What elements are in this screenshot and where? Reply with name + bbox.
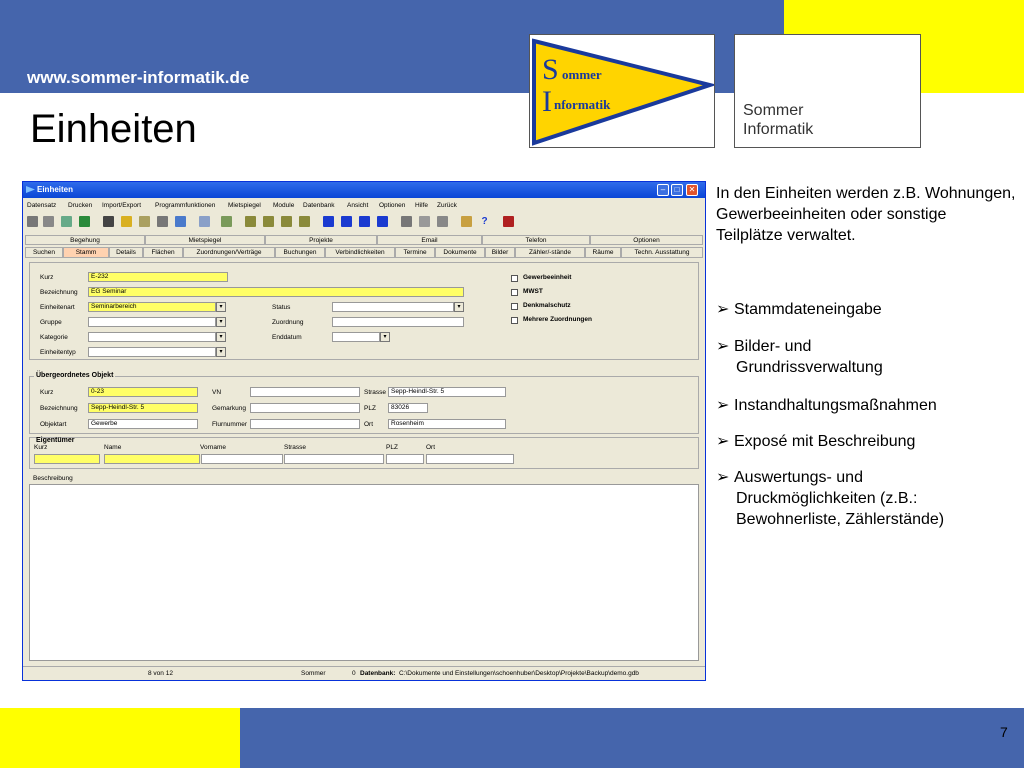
bullet-1: ➢ Stammdateneingabe bbox=[716, 301, 882, 318]
flurnummer-label: Flurnummer bbox=[212, 421, 248, 428]
copy-icon[interactable] bbox=[437, 216, 448, 227]
mehrere-zuordnungen-label: Mehrere Zuordnungen bbox=[523, 316, 592, 323]
help-icon[interactable]: ? bbox=[481, 216, 488, 227]
eigentuemer-section-title: Eigentümer bbox=[36, 437, 75, 444]
ort-field[interactable]: Rosenheim bbox=[388, 419, 506, 429]
next-record-icon[interactable] bbox=[281, 216, 292, 227]
folder-icon[interactable] bbox=[121, 216, 132, 227]
text-logo bbox=[734, 34, 921, 148]
gruppe-select[interactable] bbox=[88, 317, 216, 327]
last-record-icon[interactable] bbox=[299, 216, 310, 227]
logo-initial-i: I bbox=[542, 85, 552, 118]
tab-email[interactable]: Email bbox=[377, 235, 482, 245]
tab-buchungen[interactable]: Buchungen bbox=[275, 247, 325, 258]
einheitentyp-dropdown-icon[interactable]: ▾ bbox=[216, 347, 226, 357]
prev-record-icon[interactable] bbox=[263, 216, 274, 227]
gemarkung-field[interactable] bbox=[250, 403, 360, 413]
tab-optionen[interactable]: Optionen bbox=[590, 235, 703, 245]
eigentuemer-name-field[interactable] bbox=[104, 454, 200, 464]
mwst-checkbox[interactable] bbox=[511, 289, 518, 296]
logo-word-ommer: ommer bbox=[562, 67, 602, 82]
tab-raeume[interactable]: Räume bbox=[585, 247, 621, 258]
text-logo-line1: Sommer bbox=[743, 102, 804, 119]
kategorie-dropdown-icon[interactable]: ▾ bbox=[216, 332, 226, 342]
settings-icon[interactable] bbox=[175, 216, 186, 227]
mehrere-zuordnungen-checkbox[interactable] bbox=[511, 317, 518, 324]
filter-icon[interactable] bbox=[139, 216, 150, 227]
plz-field[interactable]: 83026 bbox=[388, 403, 428, 413]
eigentuemer-col-strasse: Strasse bbox=[284, 444, 307, 451]
tab-telefon[interactable]: Telefon bbox=[482, 235, 590, 245]
save-icon[interactable] bbox=[199, 216, 210, 227]
close-button[interactable]: ✕ bbox=[686, 184, 698, 196]
intro-text: In den Einheiten werden z.B. Wohnungen, Gewerbeeinheiten oder sonstige Teilplätze verwaltet. bbox=[716, 185, 1016, 244]
einheitenart-select[interactable]: Seminarbereich bbox=[88, 302, 216, 312]
objekt-bezeichnung-field[interactable]: Sepp-Heindl-Str. 5 bbox=[88, 403, 198, 413]
navigate-3-icon[interactable] bbox=[359, 216, 370, 227]
status-db-label: Datenbank: bbox=[360, 670, 396, 677]
plz-label: PLZ bbox=[364, 405, 376, 412]
objekt-kurz-field[interactable]: 0-23 bbox=[88, 387, 198, 397]
enddatum-field[interactable] bbox=[332, 332, 380, 342]
eigentuemer-col-kurz: Kurz bbox=[34, 444, 48, 451]
zuordnung-field[interactable] bbox=[332, 317, 464, 327]
bullet-5: ➢ Auswertungs- und Druckmöglichkeiten (z.B.: Bewohnerliste, Zählerstände) bbox=[716, 469, 945, 528]
navigate-4-icon[interactable] bbox=[377, 216, 388, 227]
menu-module[interactable]: Module bbox=[273, 202, 295, 209]
maximize-button[interactable]: □ bbox=[671, 184, 683, 196]
tab-zuordnungen[interactable]: Zuordnungen/Verträge bbox=[183, 247, 275, 258]
record-counter: 8 von 12 bbox=[148, 670, 173, 677]
tab-mietspiegel[interactable]: Mietspiegel bbox=[145, 235, 265, 245]
beschreibung-textarea[interactable] bbox=[29, 484, 699, 661]
enddatum-label: Enddatum bbox=[272, 334, 302, 341]
page-number: 7 bbox=[1000, 724, 1008, 740]
objekt-section-title: Übergeordnetes Objekt bbox=[36, 372, 114, 379]
print-icon[interactable] bbox=[27, 216, 38, 227]
ort-label: Ort bbox=[364, 421, 374, 428]
vn-label: VN bbox=[212, 389, 222, 396]
eigentuemer-panel bbox=[29, 437, 699, 469]
bezeichnung-label: Bezeichnung bbox=[40, 289, 78, 296]
status-db-path: C:\Dokumente und Einstellungen\schoenhuber\Desktop\Projekte\Backup\demo.gdb bbox=[399, 670, 639, 677]
zuordnung-label: Zuordnung bbox=[272, 319, 304, 326]
objektart-label: Objektart bbox=[40, 421, 67, 428]
footer-yellow-block bbox=[0, 708, 240, 768]
bottom-tab-row bbox=[25, 247, 703, 259]
kategorie-select[interactable] bbox=[88, 332, 216, 342]
website-url: www.sommer-informatik.de bbox=[27, 68, 250, 87]
eigentuemer-plz-field[interactable] bbox=[386, 454, 424, 464]
top-tab-row bbox=[25, 235, 703, 246]
window-title: Einheiten bbox=[37, 185, 74, 194]
navigate-2-icon[interactable] bbox=[341, 216, 352, 227]
beschreibung-label: Beschreibung bbox=[33, 475, 73, 482]
strasse-label: Strasse bbox=[364, 389, 387, 396]
stamm-panel bbox=[29, 262, 699, 360]
einheitenart-label: Einheitenart bbox=[40, 304, 75, 311]
gewerbeeinheit-checkbox[interactable] bbox=[511, 275, 518, 282]
tab-verbindlichkeiten[interactable]: Verbindlichkeiten bbox=[325, 247, 395, 258]
exit-icon[interactable] bbox=[503, 216, 514, 227]
kurz-field[interactable]: E-232 bbox=[88, 272, 228, 282]
einheiten-window bbox=[22, 181, 706, 681]
menu-optionen[interactable]: Optionen bbox=[379, 202, 406, 209]
tab-projekte[interactable]: Projekte bbox=[265, 235, 377, 245]
tab-details[interactable]: Details bbox=[109, 247, 143, 258]
eigentuemer-col-ort: Ort bbox=[426, 444, 436, 451]
eigentuemer-col-name: Name bbox=[104, 444, 122, 451]
mail-merge-icon[interactable] bbox=[61, 216, 72, 227]
menu-import-export[interactable]: Import/Export bbox=[102, 202, 142, 209]
tab-termine[interactable]: Termine bbox=[395, 247, 435, 258]
status-user: Sommer bbox=[301, 670, 326, 677]
bezeichnung-field[interactable]: EG Seminar bbox=[88, 287, 464, 297]
objekt-panel bbox=[29, 372, 699, 434]
tab-techn-ausstattung[interactable]: Techn. Ausstattung bbox=[621, 247, 703, 258]
strasse-field[interactable]: Sepp-Heindl-Str. 5 bbox=[388, 387, 506, 397]
kurz-label: Kurz bbox=[40, 274, 54, 281]
gewerbeeinheit-label: Gewerbeeinheit bbox=[523, 274, 572, 281]
app-arrow-icon bbox=[26, 186, 35, 193]
calculator-icon[interactable] bbox=[401, 216, 412, 227]
recycle-icon[interactable] bbox=[221, 216, 232, 227]
kategorie-label: Kategorie bbox=[40, 334, 68, 341]
objekt-bezeichnung-label: Bezeichnung bbox=[40, 405, 78, 412]
binoculars-icon[interactable] bbox=[103, 216, 114, 227]
eigentuemer-ort-field[interactable] bbox=[426, 454, 514, 464]
status-select[interactable] bbox=[332, 302, 454, 312]
menu-datenbank[interactable]: Datenbank bbox=[303, 202, 335, 209]
tab-dokumente[interactable]: Dokumente bbox=[435, 247, 485, 258]
print-preview-icon[interactable] bbox=[43, 216, 54, 227]
navigate-1-icon[interactable] bbox=[323, 216, 334, 227]
logo-word-nformatik: nformatik bbox=[554, 97, 611, 112]
toolbar bbox=[23, 212, 705, 232]
enddatum-dropdown-icon[interactable]: ▾ bbox=[380, 332, 390, 342]
footer-band bbox=[240, 708, 1024, 768]
eigentuemer-col-plz: PLZ bbox=[386, 444, 398, 451]
menu-bar bbox=[23, 199, 705, 211]
eigentuemer-col-vorname: Vorname bbox=[200, 444, 227, 451]
eigentuemer-kurz-field[interactable] bbox=[34, 454, 100, 464]
vn-field[interactable] bbox=[250, 387, 360, 397]
status-zero: 0 bbox=[352, 670, 356, 677]
tab-zaehlerstaende[interactable]: Zähler/-stände bbox=[515, 247, 585, 258]
gemarkung-label: Gemarkung bbox=[212, 405, 246, 412]
window-titlebar[interactable] bbox=[23, 182, 705, 198]
einheitentyp-select[interactable] bbox=[88, 347, 216, 357]
pennant-logo bbox=[529, 34, 715, 148]
denkmalschutz-checkbox[interactable] bbox=[511, 303, 518, 310]
einheitentyp-label: Einheitentyp bbox=[40, 349, 76, 356]
denkmalschutz-label: Denkmalschutz bbox=[523, 302, 571, 309]
status-bar bbox=[23, 666, 705, 681]
text-logo-line2: Informatik bbox=[743, 121, 814, 138]
objekt-kurz-label: Kurz bbox=[40, 389, 54, 396]
mwst-label: MWST bbox=[523, 288, 543, 295]
pennant-logo-icon bbox=[530, 35, 714, 147]
eigentuemer-strasse-field[interactable] bbox=[284, 454, 384, 464]
document-icon[interactable] bbox=[419, 216, 430, 227]
menu-datensatz[interactable]: Datensatz bbox=[27, 202, 57, 209]
menu-ansicht[interactable]: Ansicht bbox=[347, 202, 369, 209]
menu-programmfunktionen[interactable]: Programmfunktionen bbox=[155, 202, 216, 209]
eigentuemer-vorname-field[interactable] bbox=[201, 454, 283, 464]
minimize-button[interactable]: – bbox=[657, 184, 669, 196]
tab-begehung[interactable]: Begehung bbox=[25, 235, 145, 245]
logo-initial-s: S bbox=[542, 53, 559, 86]
gruppe-dropdown-icon[interactable]: ▾ bbox=[216, 317, 226, 327]
bullet-3: ➢ Instandhaltungsmaßnahmen bbox=[716, 397, 937, 414]
excel-icon[interactable] bbox=[79, 216, 90, 227]
menu-mietspiegel[interactable]: Mietspiegel bbox=[228, 202, 261, 209]
first-record-icon[interactable] bbox=[245, 216, 256, 227]
flurnummer-field[interactable] bbox=[250, 419, 360, 429]
einheitenart-dropdown-icon[interactable]: ▾ bbox=[216, 302, 226, 312]
tab-suchen[interactable]: Suchen bbox=[25, 247, 63, 258]
slide-title: Einheiten bbox=[30, 107, 197, 151]
pencil-icon[interactable] bbox=[461, 216, 472, 227]
gruppe-label: Gruppe bbox=[40, 319, 62, 326]
tab-bilder[interactable]: Bilder bbox=[485, 247, 515, 258]
bullet-2: ➢ Bilder- und Grundrissverwaltung bbox=[716, 338, 883, 376]
bullet-4: ➢ Exposé mit Beschreibung bbox=[716, 433, 916, 450]
menu-zurueck[interactable]: Zurück bbox=[437, 202, 457, 209]
tab-flaechen[interactable]: Flächen bbox=[143, 247, 183, 258]
objektart-field[interactable]: Gewerbe bbox=[88, 419, 198, 429]
status-dropdown-icon[interactable]: ▾ bbox=[454, 302, 464, 312]
status-label: Status bbox=[272, 304, 291, 311]
tab-stamm[interactable]: Stamm bbox=[63, 247, 109, 258]
menu-drucken[interactable]: Drucken bbox=[68, 202, 93, 209]
menu-hilfe[interactable]: Hilfe bbox=[415, 202, 429, 209]
refresh-icon[interactable] bbox=[157, 216, 168, 227]
